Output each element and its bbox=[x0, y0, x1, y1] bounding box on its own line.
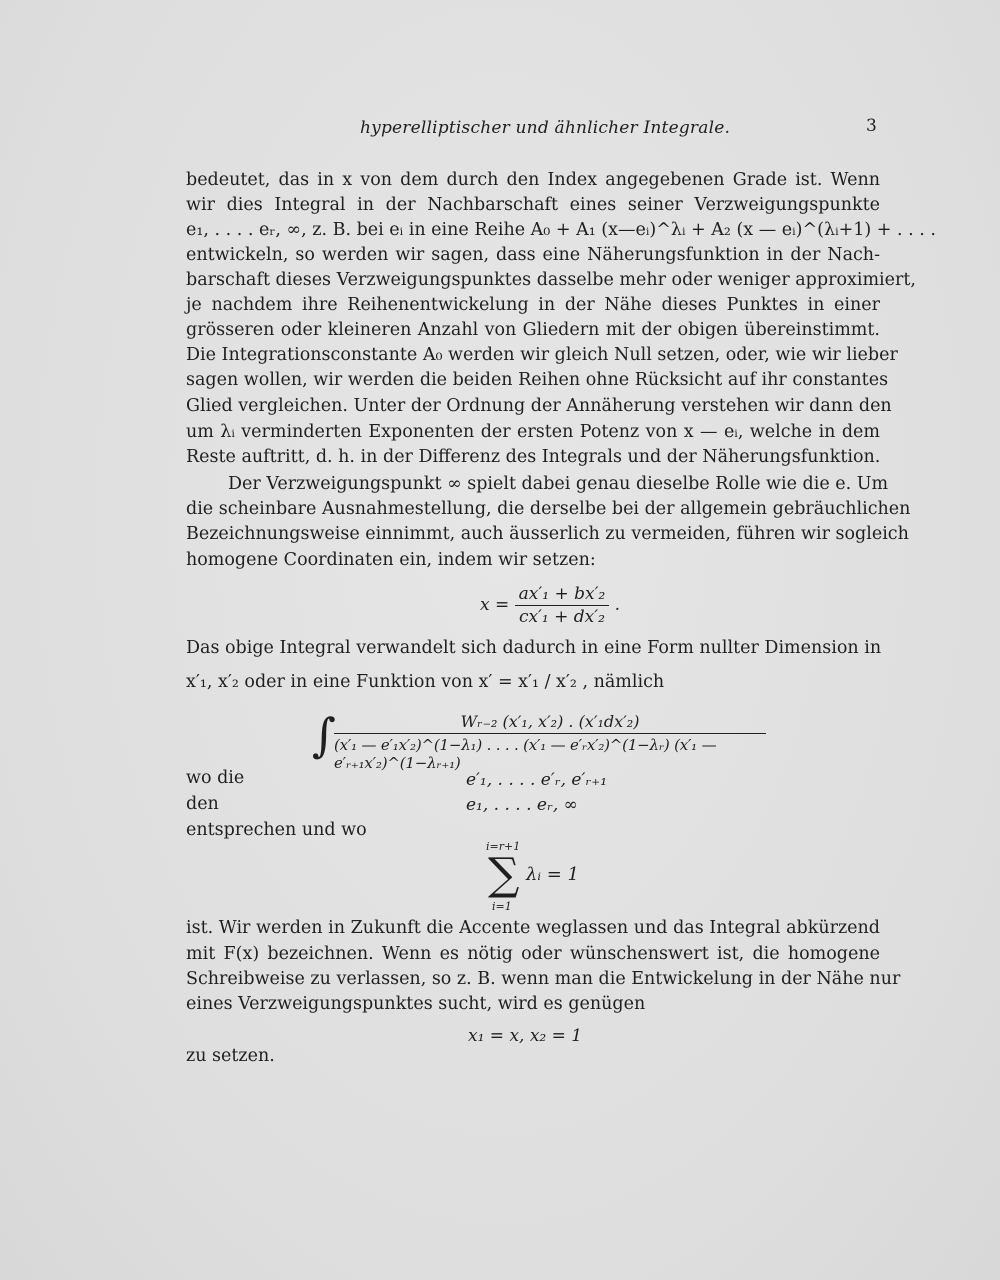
running-title: hyperelliptischer und ähnlicher Integrale. bbox=[360, 118, 731, 138]
sum-expression: λᵢ = 1 bbox=[526, 864, 580, 885]
formula-lhs: x = bbox=[480, 595, 510, 615]
text-line: sagen wollen, wir werden die beiden Reihen ohne Rücksicht auf ihr constantes bbox=[186, 370, 889, 390]
sum-formula bbox=[486, 840, 606, 920]
fraction-denominator: cx′₁ + dx′₂ bbox=[518, 607, 605, 627]
label-entsprechen: entsprechen und wo bbox=[186, 820, 367, 840]
integral-numerator: Wᵣ₋₂ (x′₁, x′₂) . (x′₁dx′₂) bbox=[334, 712, 766, 734]
text-line: die scheinbare Ausnahmestellung, die derselbe bei der allgemein gebräuchlichen bbox=[186, 499, 911, 519]
text-line: homogene Coordinaten ein, indem wir setzen: bbox=[186, 550, 596, 570]
integral-sign: ∫ bbox=[312, 708, 336, 762]
label-den: den bbox=[186, 794, 219, 814]
text-line: um λᵢ verminderten Exponenten der ersten Potenz von x — eᵢ, welche in dem bbox=[186, 422, 880, 442]
integral-fraction bbox=[334, 712, 766, 772]
text-line: x′₁, x′₂ oder in eine Funktion von x′ = x′₁ / x′₂ , nämlich bbox=[186, 672, 665, 692]
text-line: Der Verzweigungspunkt ∞ spielt dabei genau dieselbe Rolle wie die e. Um bbox=[228, 474, 889, 494]
text-line: mit F(x) bezeichnen. Wenn es nötig oder wünschenswert ist, die homogene bbox=[186, 944, 880, 964]
text-line: eines Verzweigungspunktes sucht, wird es genügen bbox=[186, 994, 646, 1014]
text-line: ist. Wir werden in Zukunft die Accente weglassen und das Integral abkürzend bbox=[186, 918, 880, 938]
branch-points: e₁, . . . . eᵣ, ∞ bbox=[466, 795, 578, 815]
closing-text: zu setzen. bbox=[186, 1046, 275, 1066]
text-line: Schreibweise zu verlassen, so z. B. wenn man die Entwickelung in der Nähe nur bbox=[186, 969, 901, 989]
fraction-numerator: ax′₁ + bx′₂ bbox=[515, 584, 610, 606]
text-line: Glied vergleichen. Unter der Ordnung der Annäherung verstehen wir dann den bbox=[186, 396, 892, 416]
text-line: grösseren oder kleineren Anzahl von Gliedern mit der obigen übereinstimmt. bbox=[186, 320, 880, 340]
text-line: Das obige Integral verwandelt sich dadurch in eine Form nullter Dimension in bbox=[186, 638, 882, 658]
sum-lower-limit: i=1 bbox=[492, 900, 512, 913]
text-line: bedeutet, das in x von dem durch den Index angegebenen Grade ist. Wenn bbox=[186, 170, 880, 190]
text-line: e₁, . . . . eᵣ, ∞, z. B. bei eᵢ in eine Reihe A₀ + A₁ (x—eᵢ)^λᵢ + A₂ (x — eᵢ)^(λᵢ+1) + . . . . bbox=[186, 220, 936, 240]
formula-fraction bbox=[515, 584, 610, 627]
text-line: wir dies Integral in der Nachbarschaft eines seiner Verzweigungspunkte bbox=[186, 195, 880, 215]
text-line: Reste auftritt, d. h. in der Differenz des Integrals und der Näherungsfunktion. bbox=[186, 447, 881, 467]
integral-denominator: (x′₁ — e′₁x′₂)^(1−λ₁) . . . . (x′₁ — e′ᵣx′₂)^(1−λᵣ) (x′₁ — e′ᵣ₊₁x′₂)^(1−λᵣ₊₁) bbox=[334, 736, 717, 772]
page-number: 3 bbox=[866, 116, 877, 136]
text-line: Die Integrationsconstante A₀ werden wir gleich Null setzen, oder, wie wir lieber bbox=[186, 345, 898, 365]
formula-tail: . bbox=[614, 595, 621, 615]
sum-upper-limit: i=r+1 bbox=[486, 840, 521, 853]
formula-dehomogenize: x₁ = x, x₂ = 1 bbox=[468, 1026, 583, 1046]
text-line: barschaft dieses Verzweigungspunktes dasselbe mehr oder weniger approximiert, bbox=[186, 270, 916, 290]
label-wo-die: wo die bbox=[186, 768, 245, 788]
text-line: entwickeln, so werden wir sagen, dass eine Näherungsfunktion in der Nach- bbox=[186, 245, 880, 265]
text-line: je nachdem ihre Reihenentwickelung in der Nähe dieses Punktes in einer bbox=[186, 295, 880, 315]
formula-homogeneous bbox=[480, 584, 620, 627]
sum-symbol: ∑ bbox=[488, 849, 520, 900]
primed-branch-points: e′₁, . . . . e′ᵣ, e′ᵣ₊₁ bbox=[466, 770, 608, 790]
text-line: Bezeichnungsweise einnimmt, auch äusserlich zu vermeiden, führen wir sogleich bbox=[186, 524, 909, 544]
